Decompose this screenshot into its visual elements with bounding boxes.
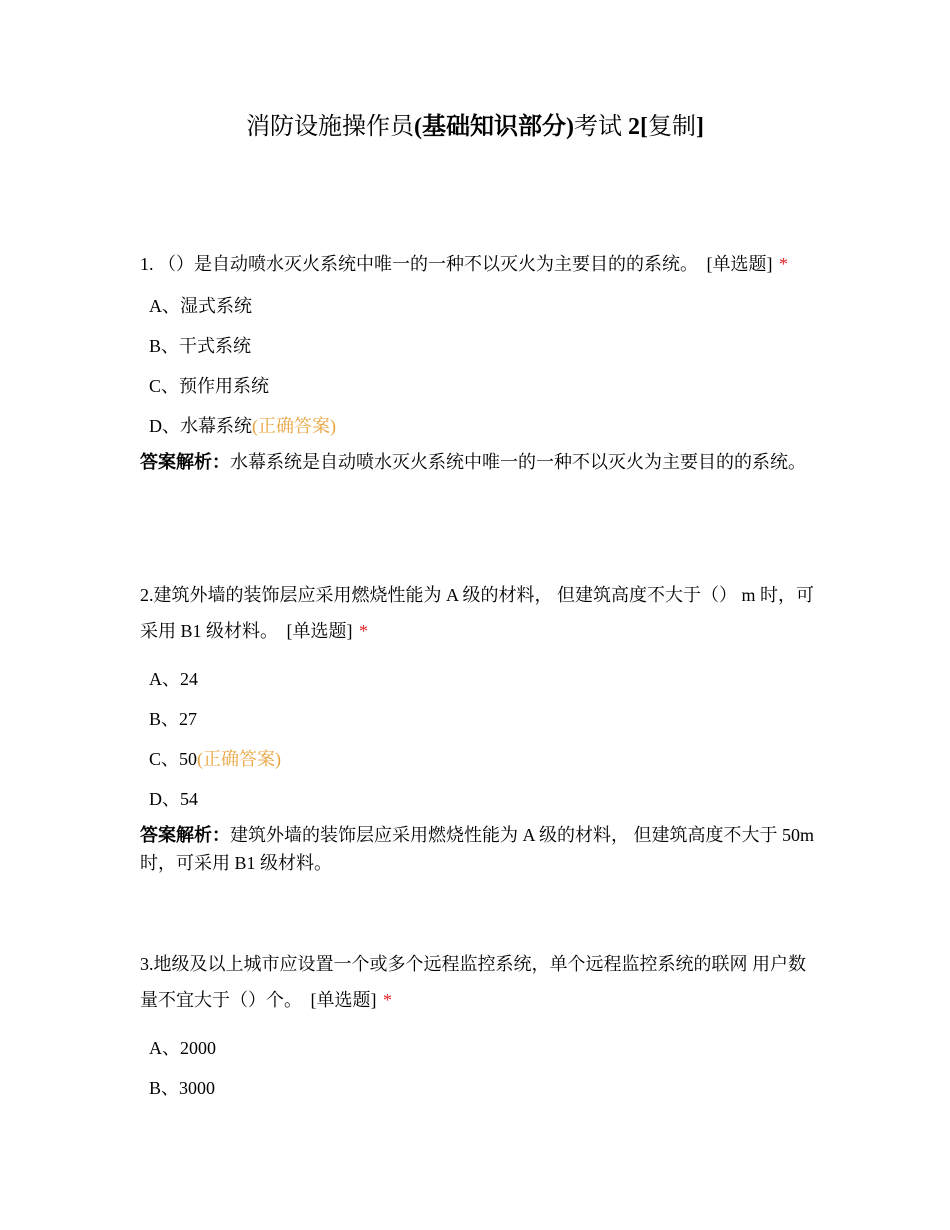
option-label: A、湿式系统	[149, 296, 252, 316]
option-a[interactable]	[140, 659, 820, 699]
question-type: [单选题]	[706, 254, 773, 274]
option-a[interactable]	[140, 1028, 820, 1068]
option-c[interactable]	[140, 366, 820, 406]
question-stem	[140, 577, 820, 649]
question-text: 1. （）是自动喷水灭火系统中唯一的一种不以灭火为主要目的的系统。	[140, 254, 698, 274]
required-mark: *	[779, 254, 788, 274]
option-b[interactable]	[140, 699, 820, 739]
title-part-3: 考试	[573, 114, 628, 140]
options-list	[140, 286, 820, 446]
option-label: D、水幕系统	[149, 416, 252, 436]
analysis-label: 答案解析：	[140, 825, 230, 845]
analysis-text: 水幕系统是自动喷水灭火系统中唯一的一种不以灭火为主要目的的系统。	[230, 452, 806, 472]
question-stem	[140, 946, 820, 1018]
question-text: 2.建筑外墙的装饰层应采用燃烧性能为 A 级的材料， 但建筑高度不大于（） m 时，可采用 B1 级材料。	[140, 585, 815, 641]
option-a[interactable]	[140, 286, 820, 326]
analysis-text: 建筑外墙的装饰层应采用燃烧性能为 A 级的材料， 但建筑高度不大于 50m 时，可采用 B1 级材料。	[140, 825, 815, 873]
required-mark: *	[359, 621, 369, 641]
title-part-6: ]	[695, 114, 704, 140]
question-1	[140, 246, 820, 476]
answer-analysis	[140, 821, 820, 877]
options-list	[140, 659, 820, 819]
answer-analysis	[140, 448, 820, 476]
option-d[interactable]	[140, 779, 820, 819]
option-label: D、54	[149, 789, 198, 809]
correct-answer-note: (正确答案)	[252, 416, 336, 436]
option-label: B、干式系统	[149, 336, 252, 356]
correct-answer-note: (正确答案)	[197, 749, 282, 769]
option-label: A、2000	[149, 1038, 216, 1058]
title-part-4: 2[	[627, 114, 648, 140]
option-label: C、50	[149, 749, 198, 769]
question-type: [单选题]	[310, 990, 377, 1010]
question-2	[140, 577, 820, 877]
option-b[interactable]	[140, 1068, 820, 1108]
option-label: B、27	[149, 709, 198, 729]
question-stem	[140, 246, 820, 282]
option-label: A、24	[149, 669, 198, 689]
option-label: B、3000	[149, 1078, 216, 1098]
title-part-5: 复制	[647, 114, 696, 140]
option-label: C、预作用系统	[149, 376, 270, 396]
title-part-2: (基础知识部分)	[414, 114, 574, 140]
options-list	[140, 1028, 820, 1108]
required-mark: *	[383, 990, 392, 1010]
question-text: 3.地级及以上城市应设置一个或多个远程监控系统，单个远程监控系统的联网 用户数量不宜大于（）个。	[140, 954, 806, 1010]
option-b[interactable]	[140, 326, 820, 366]
question-type: [单选题]	[286, 621, 353, 641]
analysis-label: 答案解析：	[140, 452, 230, 472]
title-part-1: 消防设施操作员	[246, 114, 414, 140]
option-d[interactable]	[140, 406, 820, 446]
question-3	[140, 946, 820, 1108]
option-c[interactable]	[140, 739, 820, 779]
page-title	[0, 110, 950, 144]
